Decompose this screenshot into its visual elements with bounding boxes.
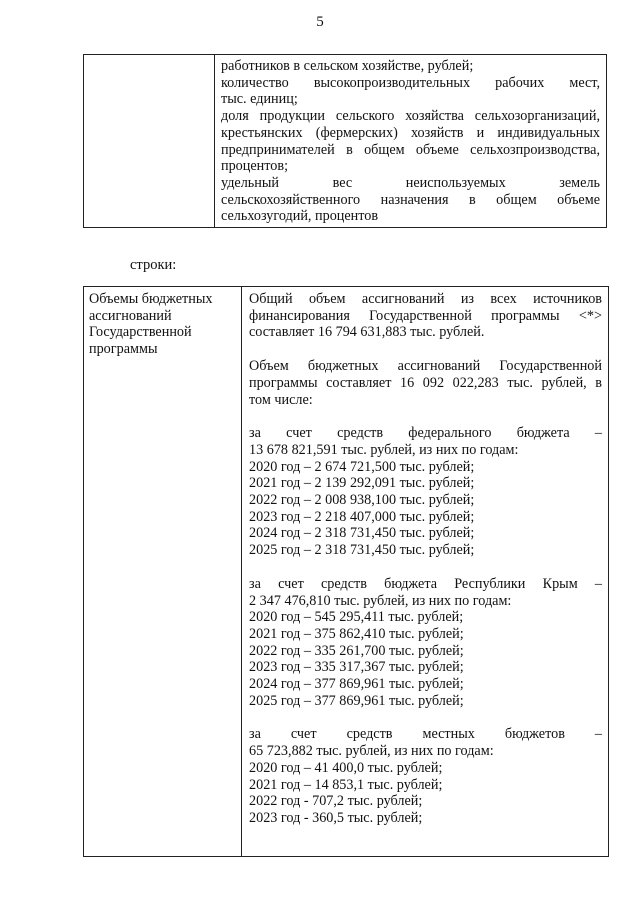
budget-text-line: составляет 16 794 631,883 тыс. рублей. [249, 324, 485, 341]
paragraph-gap [249, 709, 602, 726]
indicator-text-line: доля продукции сельского хозяйства сельхозорганизаций, [221, 108, 600, 125]
indicator-text-line: предпринимателей в общем объеме сельхозпроизводства, [221, 141, 600, 158]
budget-text-line: 2020 год – 545 295,411 тыс. рублей; [249, 609, 464, 626]
budget-paragraph [249, 291, 602, 341]
budget-label-line: ассигнований [89, 307, 172, 324]
budget-label-line: Государственной [89, 324, 192, 341]
budget-text-line: том числе: [249, 391, 313, 408]
budget-paragraph [249, 358, 602, 408]
budget-details-cell [242, 287, 609, 857]
budget-text-line: 2023 год - 360,5 тыс. рублей; [249, 809, 423, 826]
budget-text-line: 2021 год – 2 139 292,091 тыс. рублей; [249, 475, 475, 492]
page-number: 5 [316, 14, 324, 30]
budget-text-line: за счет средств федерального бюджета – [249, 425, 602, 442]
budget-allocations-table [83, 286, 609, 857]
indicator-text-line: тыс. единиц; [221, 91, 298, 108]
budget-text-line: 2020 год – 2 674 721,500 тыс. рублей; [249, 458, 475, 475]
strings-label: строки: [130, 257, 177, 273]
budget-text-line: Объем бюджетных ассигнований Государственной [249, 358, 602, 375]
budget-text-line: 2022 год – 2 008 938,100 тыс. рублей; [249, 492, 475, 509]
budget-text-line: 2023 год – 2 218 407,000 тыс. рублей; [249, 508, 475, 525]
budget-text-line: 13 678 821,591 тыс. рублей, из них по годам: [249, 441, 519, 458]
indicator-text-line: крестьянских (фермерских) хозяйств и индивидуальных [221, 124, 600, 141]
indicators-table-fragment [83, 54, 607, 228]
budget-label-cell [84, 287, 242, 857]
budget-text-line: 2025 год – 377 869,961 тыс. рублей; [249, 692, 464, 709]
paragraph-gap [249, 559, 602, 576]
budget-text-line: 2021 год – 14 853,1 тыс. рублей; [249, 776, 443, 793]
indicators-left-cell [84, 55, 215, 228]
budget-text-line: за счет средств бюджета Республики Крым – [249, 575, 602, 592]
indicators-right-cell [215, 55, 607, 228]
budget-label-line: программы [89, 341, 158, 358]
budget-text-line: 2020 год – 41 400,0 тыс. рублей; [249, 759, 443, 776]
indicator-text-line: процентов; [221, 158, 289, 175]
budget-text-line: программы составляет 16 092 022,283 тыс. рублей, в [249, 374, 602, 391]
paragraph-gap [249, 341, 602, 358]
budget-text-line: 2024 год – 2 318 731,450 тыс. рублей; [249, 525, 475, 542]
budget-label-line: Объемы бюджетных [89, 291, 213, 307]
budget-text-line: 2021 год – 375 862,410 тыс. рублей; [249, 625, 464, 642]
budget-text-line: 65 723,882 тыс. рублей, из них по годам: [249, 743, 494, 760]
budget-text-line: 2023 год – 335 317,367 тыс. рублей; [249, 659, 464, 676]
budget-paragraph [249, 425, 602, 559]
paragraph-gap [249, 408, 602, 425]
budget-paragraph [249, 726, 602, 826]
indicator-text-line: количество высокопроизводительных рабочих мест, [221, 74, 600, 91]
budget-text-line: финансирования Государственной программы <*> [249, 307, 602, 324]
budget-text-line: за счет средств местных бюджетов – [249, 726, 602, 743]
budget-text-line: 2024 год – 377 869,961 тыс. рублей; [249, 676, 464, 693]
budget-text-line: 2 347 476,810 тыс. рублей, из них по годам: [249, 592, 512, 609]
budget-text-line: 2022 год – 335 261,700 тыс. рублей; [249, 642, 464, 659]
budget-paragraph [249, 576, 602, 710]
budget-text-line: Общий объем ассигнований из всех источников [249, 291, 602, 307]
indicator-text-line: сельхозугодий, процентов [221, 208, 379, 225]
budget-text-line: 2022 год - 707,2 тыс. рублей; [249, 793, 423, 810]
indicator-text-line: удельный вес неиспользуемых земель [221, 174, 600, 191]
indicator-text-line: сельскохозяйственного назначения в общем объеме [221, 191, 600, 208]
budget-text-line: 2025 год – 2 318 731,450 тыс. рублей; [249, 542, 475, 559]
indicator-text-line: работников в сельском хозяйстве, рублей; [221, 58, 474, 74]
